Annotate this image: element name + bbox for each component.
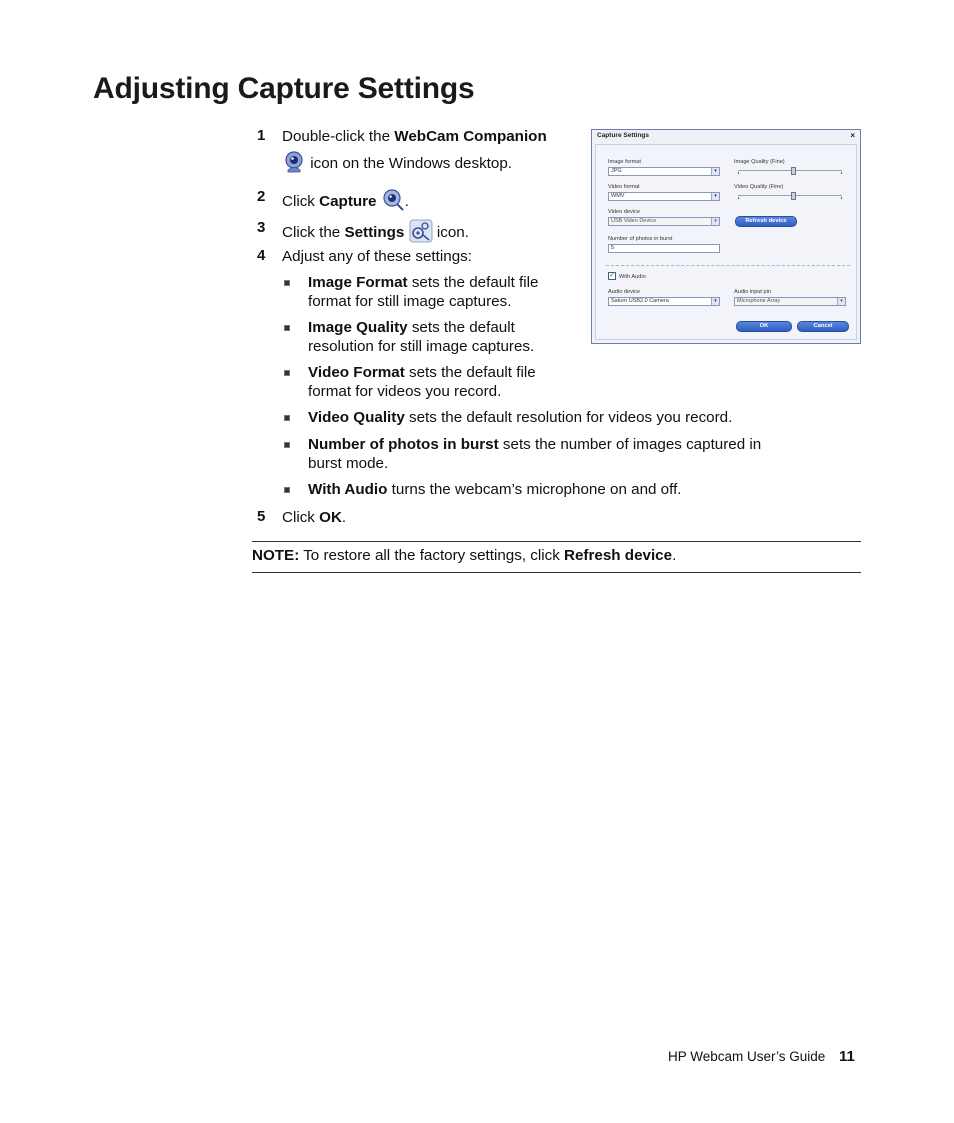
step-number: 1 [257,127,266,144]
video-quality-slider[interactable] [738,192,842,200]
burst-label: Number of photos in burst [608,236,673,242]
slider-tick [841,197,842,199]
video-device-select[interactable] [608,217,720,226]
note [252,546,676,565]
step-bold: OK [319,509,342,526]
video-format-label: Video format [608,184,640,190]
video-quality-label: Video Quality (Fine) [734,184,784,190]
bullet-bold: Image Format [308,274,408,291]
step-text: . [404,193,409,210]
note-top-rule [252,541,861,542]
step-4-line: Adjust any of these settings: [282,248,472,265]
step-number: 5 [257,508,266,525]
refresh-device-button[interactable]: Refresh device [735,216,797,227]
step-text: Click the [282,224,345,241]
bullet-burst-cont: burst mode. [308,455,389,472]
step-1-line-1 [282,127,547,146]
bullet-bold: Number of photos in burst [308,436,499,453]
with-audio-checkbox[interactable]: ✓ [609,272,615,279]
dialog-title: Capture Settings [597,132,650,139]
step-text: Click [282,193,320,210]
dialog-body [595,144,857,340]
chevron-down-icon: ▾ [711,298,719,305]
capture-icon [381,188,405,212]
image-format-select[interactable] [608,167,720,176]
chevron-down-icon: ▾ [711,218,719,225]
bullet-with-audio [308,480,682,499]
bullet-text: sets the number of images captured in [498,436,762,453]
dialog-separator [606,265,850,266]
audio-device-label: Audio device [608,289,641,295]
bullet-text: turns the webcam’s microphone on and off. [387,481,682,498]
bullet-bold: With Audio [308,481,388,498]
audio-device-select[interactable] [608,297,720,306]
step-text: icon. [432,224,469,241]
close-icon[interactable]: × [850,131,855,140]
bullet-image-quality-cont: resolution for still image captures. [308,338,535,355]
chevron-down-icon: ▾ [837,298,845,305]
bullet-video-quality [308,408,732,427]
note-text: To restore all the factory settings, click [299,547,565,564]
step-text: Double-click the [282,128,395,145]
step-2-line [282,188,409,212]
step-number: 4 [257,247,266,264]
audio-pin-select[interactable] [734,297,846,306]
slider-tick [738,197,739,199]
note-bold: Refresh device [564,547,673,564]
bullet-marker [284,280,290,286]
image-quality-slider[interactable] [738,167,842,175]
note-bottom-rule [252,572,861,573]
webcam-companion-icon [282,150,306,174]
slider-track [738,195,842,196]
video-device-label: Video device [608,209,640,215]
image-format-label: Image format [608,159,641,165]
bullet-marker [284,325,290,331]
step-text: Click [282,509,320,526]
bullet-video-format-cont: format for videos you record. [308,383,502,400]
image-quality-slider-thumb[interactable] [791,167,796,175]
audio-pin-value: Microphone Array [737,298,781,304]
bullet-marker [284,415,290,421]
bullet-bold: Video Quality [308,409,405,426]
capture-settings-dialog [591,129,861,344]
bullet-bold: Video Format [308,364,405,381]
bullet-marker [284,442,290,448]
bullet-bold: Image Quality [308,319,408,336]
step-bold: WebCam Companion [394,128,547,145]
dialog-titlebar [592,130,860,143]
slider-tick [841,172,842,174]
video-format-value: WMV [611,193,625,199]
video-quality-slider-thumb[interactable] [791,192,796,200]
step-bold: Settings [344,224,405,241]
step-1-line-2 [282,150,512,174]
image-format-value: JPG [611,168,622,174]
note-text: . [672,547,677,564]
step-5-line [282,508,346,527]
page-number: 11 [839,1048,855,1065]
slider-tick [738,172,739,174]
ok-button[interactable]: OK [736,321,792,332]
burst-input[interactable] [608,244,720,253]
bullet-image-format-cont: format for still image captures. [308,293,512,310]
bullet-video-format [308,363,536,382]
step-number: 3 [257,219,266,236]
bullet-image-quality [308,318,515,337]
cancel-button[interactable]: Cancel [797,321,849,332]
slider-track [738,170,842,171]
bullet-text: sets the default file [407,274,539,291]
bullet-marker [284,370,290,376]
step-bold: Capture [319,193,377,210]
settings-icon [409,219,433,243]
bullet-text: sets the default resolution for videos you record. [404,409,733,426]
audio-device-value: Saturn USB2.0 Camera [611,298,669,304]
with-audio-label: With Audio [619,274,646,280]
step-text: . [341,509,347,526]
chevron-down-icon: ▾ [711,168,719,175]
image-quality-label: Image Quality (Fine) [734,159,785,165]
bullet-text: sets the default [407,319,515,336]
chevron-down-icon: ▾ [711,193,719,200]
bullet-marker [284,487,290,493]
bullet-image-format [308,273,538,292]
audio-pin-label: Audio input pin [734,289,772,295]
step-text: icon on the Windows desktop. [310,155,513,172]
bullet-burst [308,435,761,454]
bullet-text: sets the default file [404,364,536,381]
footer-guide-title: HP Webcam User’s Guide [668,1049,826,1064]
step-number: 2 [257,188,266,205]
burst-value: 5 [611,245,615,251]
page-title: Adjusting Capture Settings [93,72,475,105]
video-device-value: USB Video Device [611,218,657,224]
video-format-select[interactable] [608,192,720,201]
step-3-line [282,219,469,243]
note-label: NOTE: [252,547,300,564]
